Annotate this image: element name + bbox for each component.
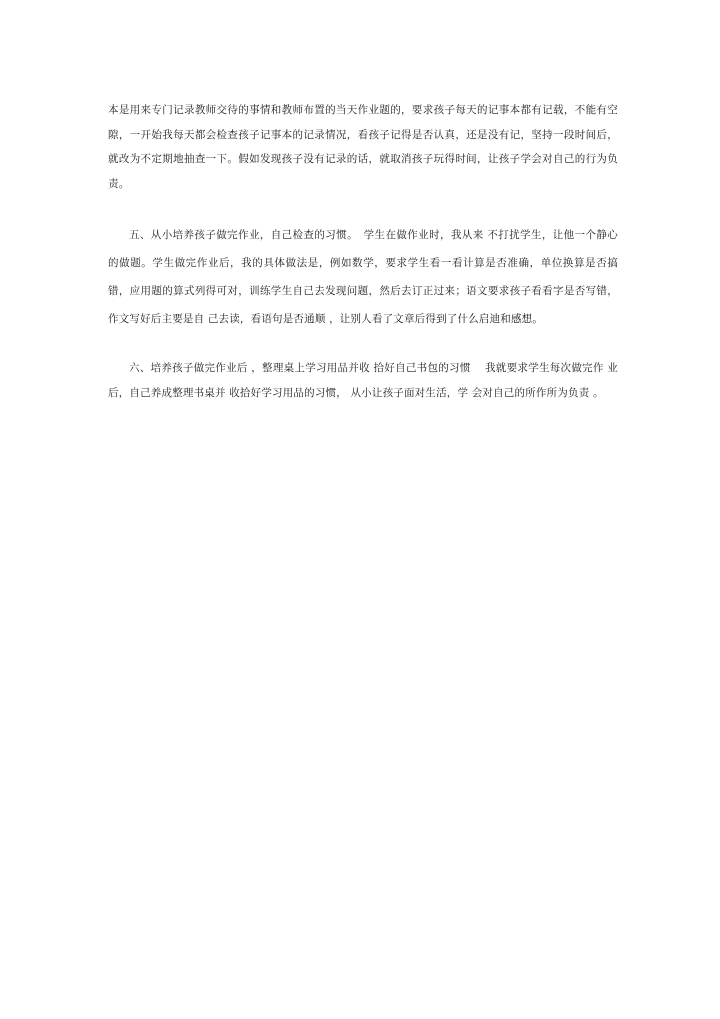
paragraph-notebook-habit	[108, 98, 618, 196]
paragraph-text: 本是用来专门记录教师交待的事情和教师布置的当天作业题的，要求孩子每天的记事本都有记载，不能有空隙，一开始我每天都会检查孩子记事本的记录情况，看孩子记得是否认真，还是没有记，坚持一段时间后，就改为不定期地抽查一下。假如发现孩子没有记录的话，就取消孩子玩得时间，让孩子学会对自己的行为负责。	[108, 104, 618, 190]
paragraph-text: 六、培养孩子做完作业后 ，整理桌上学习用品并收 拾好自己书包的习惯 我就要求学生每次做完作 业后，自己养成整理书桌并 收拾好学习用品的习惯， 从小让孩子面对生活，学 会对自己的所作所为负责 。	[108, 362, 618, 399]
paragraph-text: 五、从小培养孩子做完作业，自己检查的习惯。 学生在做作业时，我从来 不打扰学生，让他一个静心的做题。学生做完作业后，我的具体做法是，例如数学，要求学生看一看计算是否准确，单位换算是否搞错，应用题的算式列得可对，训练学生自己去发现问题，然后去订正过来；语文要求孩子看看字是否写错，作文写好后主要是自 己去读，看语句是否通顺 ，让别人看了文章后得到了什么启迪和感想。	[108, 229, 618, 325]
paragraph-tidy-desk-habit	[108, 356, 618, 406]
paragraph-self-check-habit	[108, 221, 618, 333]
